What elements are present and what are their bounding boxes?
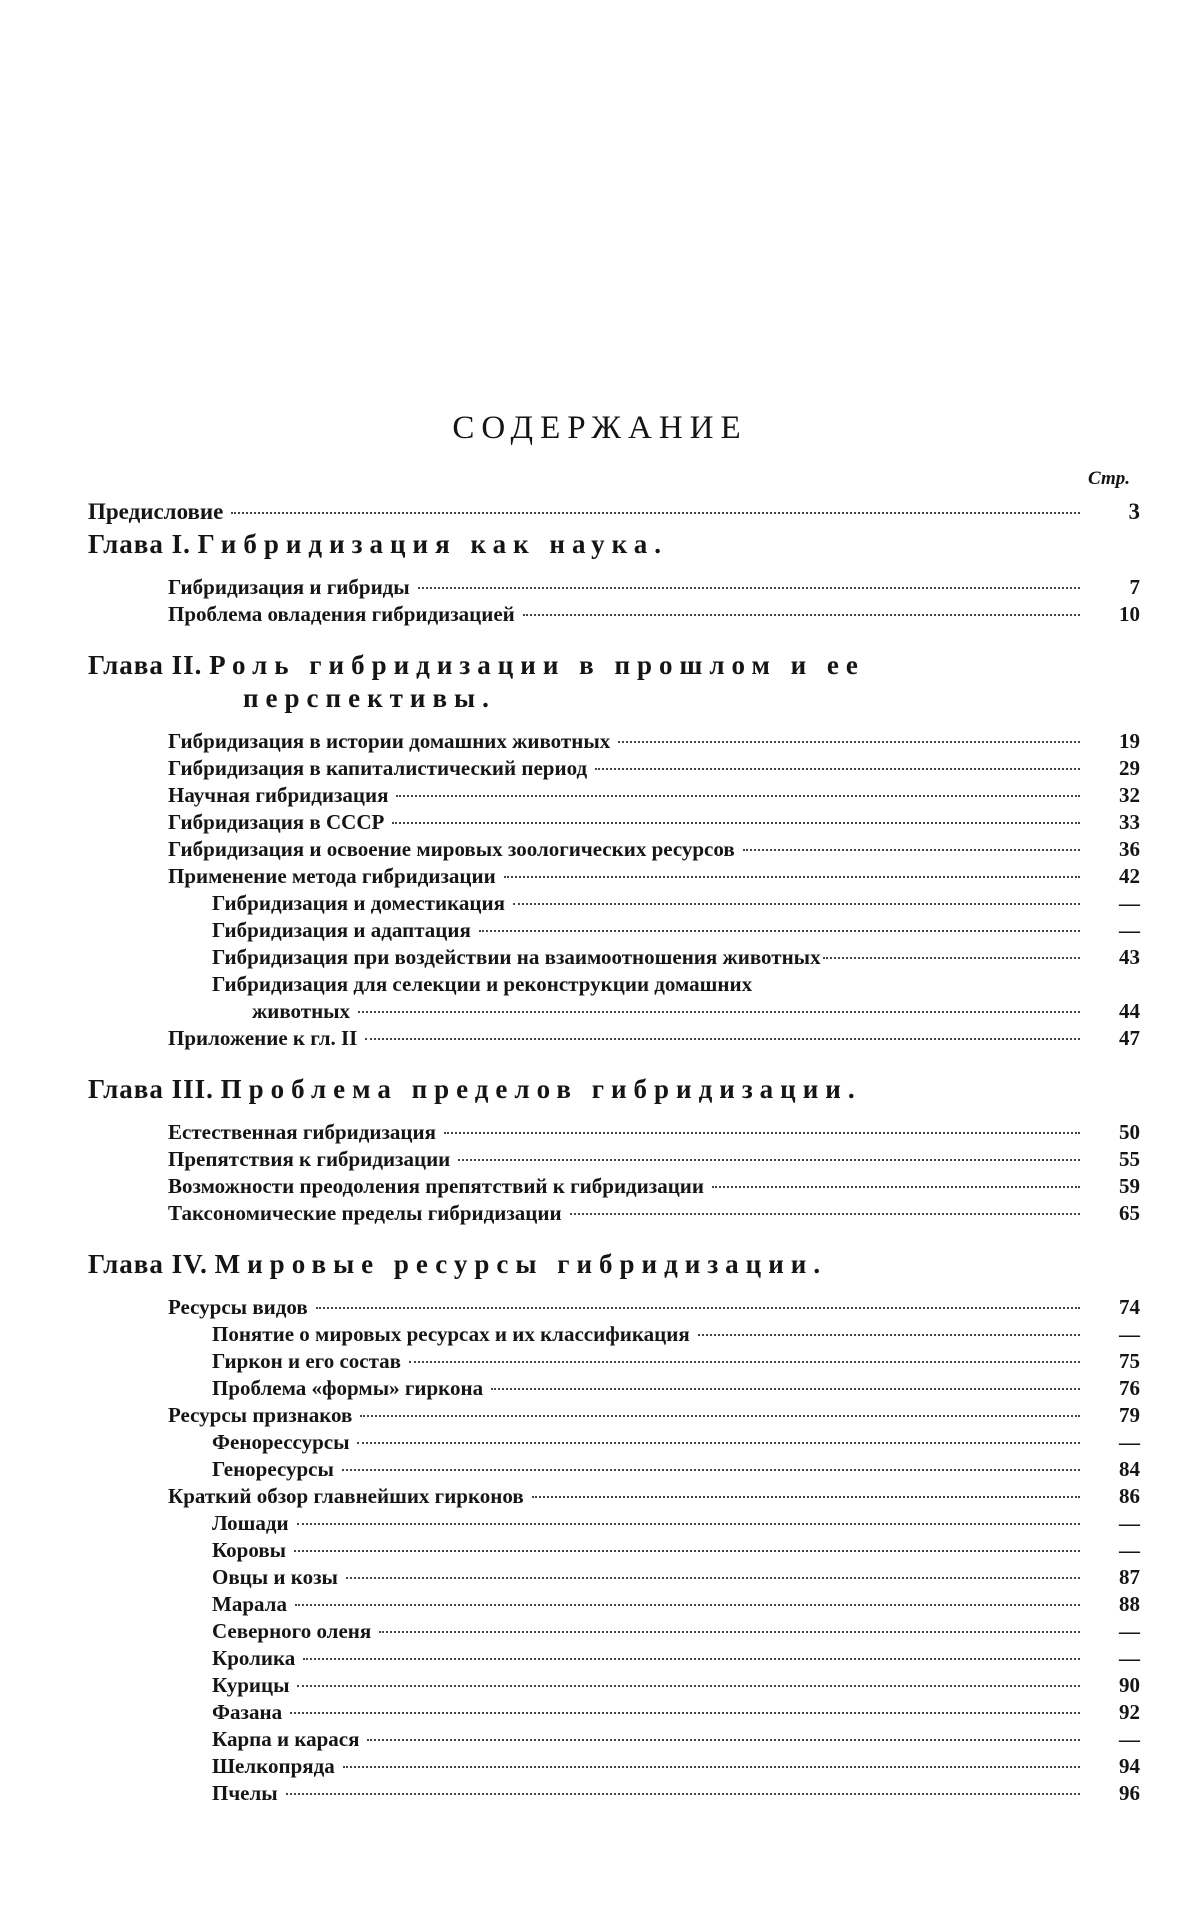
dot-leader: [342, 1469, 1080, 1471]
toc-entry-label: Препятствия к гибридизации: [168, 1147, 451, 1171]
chapter-number: Глава III.: [88, 1074, 214, 1104]
toc-entry-page: 74: [1119, 1295, 1140, 1319]
chapter-heading-2: [88, 650, 1140, 714]
dot-leader: [231, 512, 1080, 514]
toc-entry-label: Проблема овладения гибридизацией: [168, 602, 515, 626]
chapter-title: Мировые ресурсы гибридизации.: [214, 1249, 828, 1279]
toc-entry-label: Приложение к гл. II: [168, 1026, 358, 1050]
toc-entry: [88, 1200, 1140, 1227]
toc-subentry: [88, 1375, 1140, 1402]
toc-entry: [88, 863, 1140, 890]
chapter-title: Проблема пределов гибридизации.: [220, 1074, 862, 1104]
dot-leader: [396, 795, 1080, 797]
toc-entry-label: Фазана: [212, 1700, 283, 1724]
dot-leader: [712, 1186, 1080, 1188]
dot-leader: [532, 1496, 1080, 1498]
toc-entry-page: 3: [1128, 499, 1140, 524]
toc-entry-page: 33: [1119, 810, 1140, 834]
chapter-number: Глава I.: [88, 529, 191, 559]
page-title: СОДЕРЖАНИЕ: [452, 410, 748, 446]
toc-subentry: [88, 1510, 1140, 1537]
toc-entry-page: 88: [1119, 1592, 1140, 1616]
toc-entry-label: Гибридизация и гибриды: [168, 575, 410, 599]
toc-subentry: [88, 1699, 1140, 1726]
toc-entry: [88, 1402, 1140, 1429]
chapter-title: Гибридизация как наука.: [197, 529, 668, 559]
toc-subentry: [88, 1429, 1140, 1456]
toc-subentry: [88, 890, 1140, 917]
toc-entry-page: 19: [1119, 729, 1140, 753]
toc-entry-label: Краткий обзор главнейших гирконов: [168, 1484, 524, 1508]
toc-entry-label: Гибридизация и адаптация: [212, 918, 471, 942]
dot-leader: [491, 1388, 1080, 1390]
toc-subentry: [88, 1753, 1140, 1780]
toc-subentry: [88, 998, 1140, 1025]
toc-entry-page: 7: [1129, 575, 1140, 599]
toc-subentry: [88, 1456, 1140, 1483]
toc-entry-page: 87: [1119, 1565, 1140, 1589]
toc-entry-page: 43: [1119, 945, 1140, 969]
dot-leader: [303, 1658, 1080, 1660]
dot-leader: [570, 1213, 1080, 1215]
table-of-contents: [88, 498, 1140, 1807]
chapter-heading-1: [88, 529, 1140, 560]
toc-entry-label: Гибридизация и освоение мировых зоологических ресурсов: [168, 837, 735, 861]
toc-entry-label: Предисловие: [88, 499, 224, 524]
chapter-number: Глава II.: [88, 650, 203, 680]
dot-leader: [360, 1415, 1080, 1417]
toc-entry-page: —: [1119, 918, 1140, 942]
toc-entry-page: 84: [1119, 1457, 1140, 1481]
dot-leader: [409, 1361, 1080, 1363]
toc-entry: [88, 836, 1140, 863]
toc-entry-label: Естественная гибридизация: [168, 1120, 436, 1144]
toc-entry-label: Овцы и козы: [212, 1565, 338, 1589]
dot-leader: [595, 768, 1080, 770]
toc-entry-label: Таксономические пределы гибридизации: [168, 1201, 562, 1225]
toc-entry-label: Северного оленя: [212, 1619, 372, 1643]
toc-subentry: [88, 1645, 1140, 1672]
chapter-heading-3: [88, 1074, 1140, 1105]
toc-entry-page: 86: [1119, 1484, 1140, 1508]
dot-leader: [358, 1011, 1080, 1013]
dot-leader: [316, 1307, 1080, 1309]
dot-leader: [392, 822, 1080, 824]
toc-entry-page: —: [1119, 1511, 1140, 1535]
toc-entry-page: —: [1119, 1727, 1140, 1751]
toc-entry-page: 42: [1119, 864, 1140, 888]
dot-leader: [346, 1577, 1080, 1579]
toc-subentry: [88, 1591, 1140, 1618]
chapter-number: Глава IV.: [88, 1249, 208, 1279]
toc-entry-label: Геноресурсы: [212, 1457, 334, 1481]
dot-leader: [698, 1334, 1080, 1336]
toc-entry-page: 36: [1119, 837, 1140, 861]
chapter-heading-4: [88, 1249, 1140, 1280]
toc-entry: [88, 728, 1140, 755]
toc-subentry: [88, 1321, 1140, 1348]
dot-leader: [297, 1523, 1080, 1525]
toc-subentry: [88, 1672, 1140, 1699]
toc-entry-label: Курицы: [212, 1673, 290, 1697]
dot-leader: [823, 957, 1080, 959]
toc-entry-page: 47: [1119, 1026, 1140, 1050]
toc-subentry: [88, 1780, 1140, 1807]
toc-entry: [88, 1294, 1140, 1321]
dot-leader: [294, 1550, 1080, 1552]
toc-entry-page: 44: [1119, 999, 1140, 1023]
toc-entry-label: Гиркон и его состав: [212, 1349, 401, 1373]
toc-entry-label: Проблема «формы» гиркона: [212, 1376, 484, 1400]
toc-entry-label: Пчелы: [212, 1781, 278, 1805]
chapter-title: Роль гибридизации в прошлом и ее: [209, 650, 865, 680]
toc-subentry: [88, 1564, 1140, 1591]
dot-leader: [343, 1766, 1080, 1768]
toc-entry: [88, 782, 1140, 809]
toc-entry-label: Гибридизация в СССР: [168, 810, 385, 834]
toc-entry-page: 29: [1119, 756, 1140, 780]
dot-leader: [743, 849, 1080, 851]
dot-leader: [286, 1793, 1080, 1795]
dot-leader: [357, 1442, 1080, 1444]
chapter-title-continued: перспективы.: [243, 683, 496, 713]
toc-subentry: [88, 1537, 1140, 1564]
dot-leader: [295, 1604, 1080, 1606]
dot-leader: [458, 1159, 1080, 1161]
toc-entry-label: Гибридизация в капиталистический период: [168, 756, 588, 780]
toc-entry: [88, 809, 1140, 836]
toc-entry-page: —: [1119, 1619, 1140, 1643]
toc-subentry: [88, 917, 1140, 944]
toc-entry-label: Шелкопряда: [212, 1754, 335, 1778]
toc-entry-label: Фенорессурсы: [212, 1430, 350, 1454]
dot-leader: [523, 614, 1080, 616]
dot-leader: [418, 587, 1080, 589]
toc-entry-label: Кролика: [212, 1646, 296, 1670]
toc-entry-label: Научная гибридизация: [168, 783, 389, 807]
toc-entry-page: 76: [1119, 1376, 1140, 1400]
dot-leader: [297, 1685, 1080, 1687]
toc-entry-page: 79: [1119, 1403, 1140, 1427]
toc-subentry: [88, 1348, 1140, 1375]
toc-entry-label: Понятие о мировых ресурсах и их классификация: [212, 1322, 690, 1346]
toc-entry-page: 59: [1119, 1174, 1140, 1198]
toc-entry-page: 65: [1119, 1201, 1140, 1225]
toc-entry-page: 94: [1119, 1754, 1140, 1778]
toc-subentry-wrapped-line: Гибридизация для селекции и реконструкции домашних: [212, 972, 753, 996]
dot-leader: [290, 1712, 1080, 1714]
toc-entry-page: 75: [1119, 1349, 1140, 1373]
toc-entry-page: 32: [1119, 783, 1140, 807]
toc-entry-page: —: [1119, 891, 1140, 915]
toc-subentry: [88, 1726, 1140, 1753]
toc-entry-page: 92: [1119, 1700, 1140, 1724]
toc-entry-page: —: [1119, 1646, 1140, 1670]
toc-entry: [88, 1119, 1140, 1146]
toc-entry: [88, 1146, 1140, 1173]
toc-entry: [88, 1173, 1140, 1200]
dot-leader: [479, 930, 1080, 932]
dot-leader: [379, 1631, 1080, 1633]
toc-entry-page: 50: [1119, 1120, 1140, 1144]
toc-entry-page: —: [1119, 1538, 1140, 1562]
toc-entry-appendix: [88, 1025, 1140, 1052]
toc-subentry: [88, 944, 1140, 971]
toc-entry: [88, 601, 1140, 628]
toc-entry-page: —: [1119, 1430, 1140, 1454]
toc-entry-label: Карпа и карася: [212, 1727, 360, 1751]
dot-leader: [513, 903, 1080, 905]
page-column-header: Стр.: [1088, 468, 1130, 489]
toc-entry-label: животных: [252, 999, 351, 1023]
toc-entry-label: Коровы: [212, 1538, 287, 1562]
toc-entry: [88, 1483, 1140, 1510]
toc-entry-label: Марала: [212, 1592, 287, 1616]
toc-entry-label: Гибридизация и доместикация: [212, 891, 505, 915]
toc-entry: [88, 574, 1140, 601]
toc-entry-page: —: [1119, 1322, 1140, 1346]
dot-leader: [444, 1132, 1080, 1134]
toc-entry-page: 10: [1119, 602, 1140, 626]
toc-entry-preface: [88, 498, 1140, 525]
dot-leader: [504, 876, 1080, 878]
toc-entry: [88, 755, 1140, 782]
toc-entry-label: Лошади: [212, 1511, 289, 1535]
toc-entry-page: 90: [1119, 1673, 1140, 1697]
dot-leader: [365, 1038, 1080, 1040]
toc-entry-label: Возможности преодоления препятствий к гибридизации: [168, 1174, 705, 1198]
toc-entry-label: Гибридизация при воздействии на взаимоотношения животных: [212, 945, 821, 969]
dot-leader: [618, 741, 1080, 743]
toc-subentry: [88, 1618, 1140, 1645]
toc-entry-label: Гибридизация в истории домашних животных: [168, 729, 611, 753]
dot-leader: [367, 1739, 1080, 1741]
toc-entry-page: 96: [1119, 1781, 1140, 1805]
toc-entry-label: Ресурсы признаков: [168, 1403, 353, 1427]
toc-entry-label: Применение метода гибридизации: [168, 864, 496, 888]
toc-entry-label: Ресурсы видов: [168, 1295, 308, 1319]
toc-entry-page: 55: [1119, 1147, 1140, 1171]
